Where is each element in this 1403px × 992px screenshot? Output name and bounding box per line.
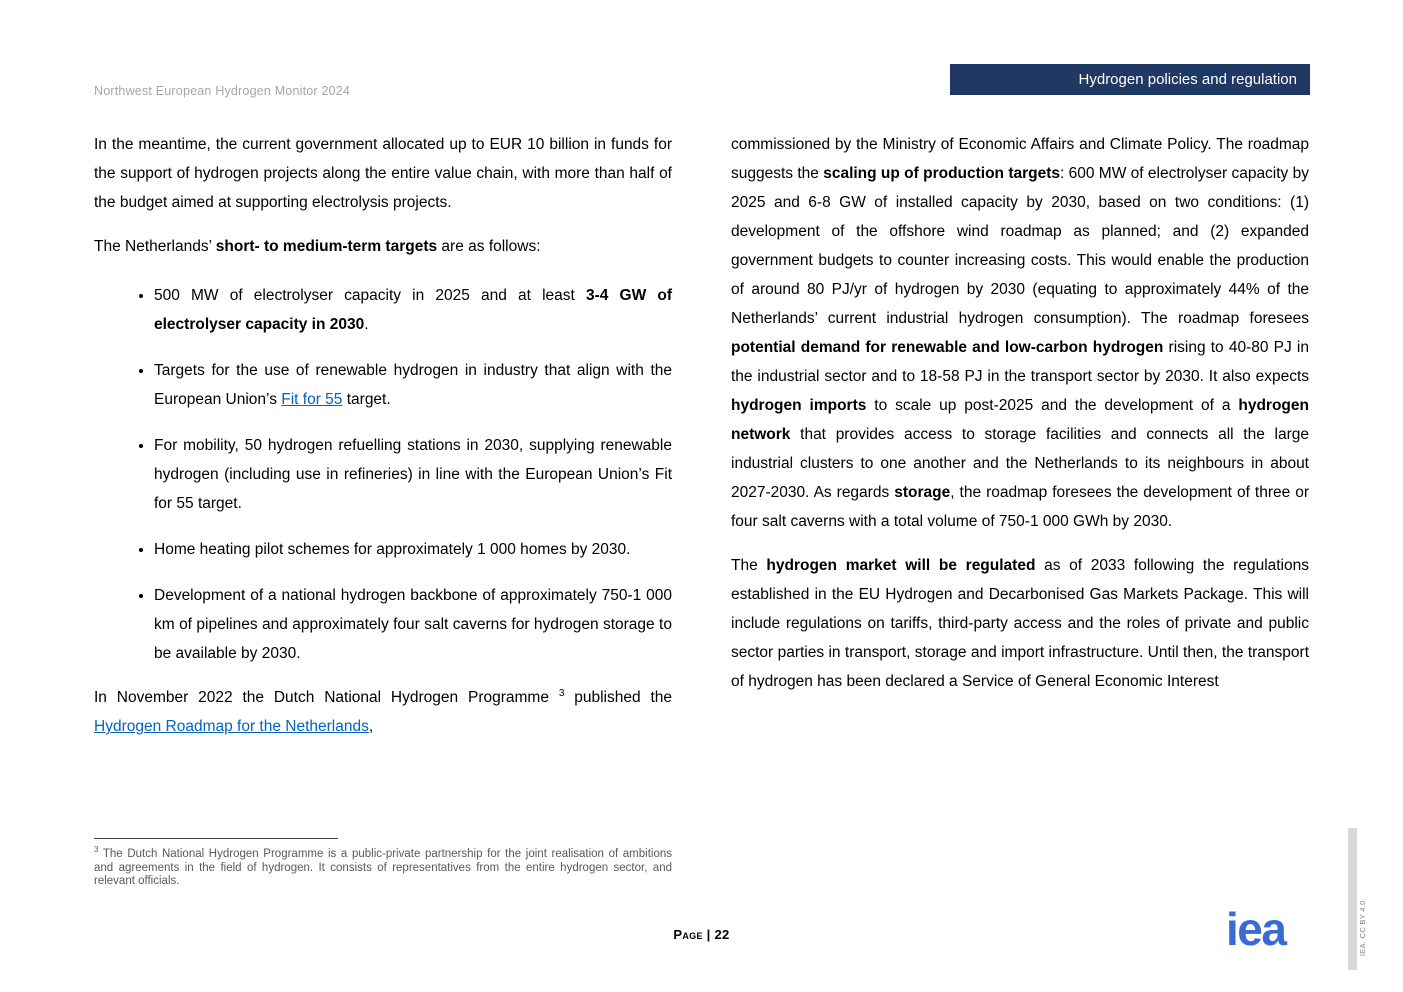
list-item-industry-target xyxy=(154,356,672,414)
text-segment: that provides access to storage facilities and connects all the large industrial clusters to one another and the Netherlands to its neighbours in about 2027-2030. As regards xyxy=(731,426,1309,501)
footnote-text xyxy=(94,845,672,889)
list-item-backbone-target xyxy=(154,581,672,668)
text-segment-bold: potential demand for renewable and low-carbon hydrogen xyxy=(731,339,1164,356)
iea-logo xyxy=(1226,903,1286,955)
text-segment: The Netherlands’ xyxy=(94,238,216,255)
page-number: Page | 22 xyxy=(673,927,730,942)
list-item-mobility-target xyxy=(154,431,672,518)
footnote-ref: 3 xyxy=(558,687,565,699)
text-segment-bold: scaling up of production targets xyxy=(823,165,1061,182)
text-segment: , xyxy=(368,718,374,735)
side-margin-bar xyxy=(1348,828,1357,970)
list-item-electrolyser-target xyxy=(154,281,672,339)
paragraph-roadmap-details xyxy=(731,130,1309,536)
text-segment: target. xyxy=(342,391,391,408)
license-note: IEA. CC BY 4.0. xyxy=(1358,898,1367,957)
text-segment-bold: storage xyxy=(894,484,951,501)
iea-logo-text: iea xyxy=(1226,903,1286,955)
text-segment-bold: short- to medium-term targets xyxy=(215,238,438,255)
text-segment-bold: hydrogen imports xyxy=(731,397,867,414)
footnote xyxy=(94,838,672,889)
text-segment: 500 MW of electrolyser capacity in 2025 and at least xyxy=(154,287,586,304)
paragraph-roadmap-publication xyxy=(94,683,672,741)
text-segment: In the meantime, the current government allocated up to EUR 10 billion in funds for the support of hydrogen projects along the entire value chain, with more than half of the budget aimed at supporting electrolysis projects. xyxy=(94,136,672,211)
text-segment: In November 2022 the Dutch National Hydrogen Programme xyxy=(94,689,559,706)
text-segment: to scale up post-2025 and the development of a xyxy=(866,397,1239,414)
page-footer xyxy=(0,926,1403,944)
text-segment: commissioned by the Ministry of Economic Affairs and Climate Policy. The roadmap suggests the xyxy=(731,136,1309,182)
text-segment: published the xyxy=(564,689,672,706)
text-segment: as of 2033 following the regulations established in the EU Hydrogen and Decarbonised Gas Markets Package. This will include regulations on tariffs, third-party access and the roles of private and public sector parties in transport, storage and import infrastructure. Until then, the transport of hydrogen has been declared a Service of General Economic Interest xyxy=(731,557,1309,690)
footnote-marker: 3 xyxy=(94,845,99,855)
text-segment: , the roadmap foresees the development of three or four salt caverns with a total volume of 750-1 000 GWh by 2030. xyxy=(731,484,1309,530)
section-banner-label: Hydrogen policies and regulation xyxy=(1078,71,1297,88)
footnote-divider xyxy=(94,838,338,839)
hydrogen-roadmap-link[interactable]: Hydrogen Roadmap for the Netherlands xyxy=(94,718,369,735)
paragraph-market-regulation xyxy=(731,551,1309,696)
paragraph-funding xyxy=(94,130,672,217)
left-column xyxy=(94,130,672,756)
text-segment: The xyxy=(731,557,767,574)
list-item-home-heating-target xyxy=(154,535,672,564)
text-segment: : 600 MW of electrolyser capacity by 2025 and 6-8 GW of installed capacity by 2030, based on two conditions: (1) development of the offshore wind roadmap as planned; and (2) expanded government budgets to counter increasing costs. This would enable the production of around 80 PJ/yr of hydrogen by 2030 (equating to approximately 44% of the Netherlands’ current industrial hydrogen consumption). The roadmap foresees xyxy=(731,165,1309,327)
text-segment-bold: hydrogen market will be regulated xyxy=(766,557,1036,574)
text-segment: For mobility, 50 hydrogen refuelling stations in 2030, supplying renewable hydrogen (including use in refineries) in line with the European Union’s Fit for 55 target. xyxy=(154,437,672,512)
text-segment: rising to 40-80 PJ in the industrial sector and to 18-58 PJ in the transport sector by 2030. It also expects xyxy=(731,339,1309,385)
text-segment: are as follows: xyxy=(437,238,541,255)
section-banner xyxy=(950,64,1310,95)
text-segment-bold: hydrogen network xyxy=(731,397,1309,443)
fit-for-55-link[interactable]: Fit for 55 xyxy=(281,391,343,408)
text-segment: . xyxy=(364,316,369,333)
text-segment: Home heating pilot schemes for approximately 1 000 homes by 2030. xyxy=(154,541,631,558)
right-column xyxy=(731,130,1309,711)
running-header: Northwest European Hydrogen Monitor 2024 xyxy=(94,84,351,98)
text-segment: Targets for the use of renewable hydrogen in industry that align with the European Union’s xyxy=(154,362,672,408)
paragraph-targets-intro xyxy=(94,232,672,261)
text-segment: Development of a national hydrogen backbone of approximately 750-1 000 km of pipelines and approximately four salt caverns for hydrogen storage to be available by 2030. xyxy=(154,587,672,662)
text-segment: The Dutch National Hydrogen Programme is a public-private partnership for the joint realisation of ambitions and agreements in the field of hydrogen. It consists of representatives from the entire hydrogen sector, and relevant officials. xyxy=(94,848,672,887)
text-segment-bold: 3-4 GW of electrolyser capacity in 2030 xyxy=(154,287,672,333)
targets-list xyxy=(94,281,672,668)
